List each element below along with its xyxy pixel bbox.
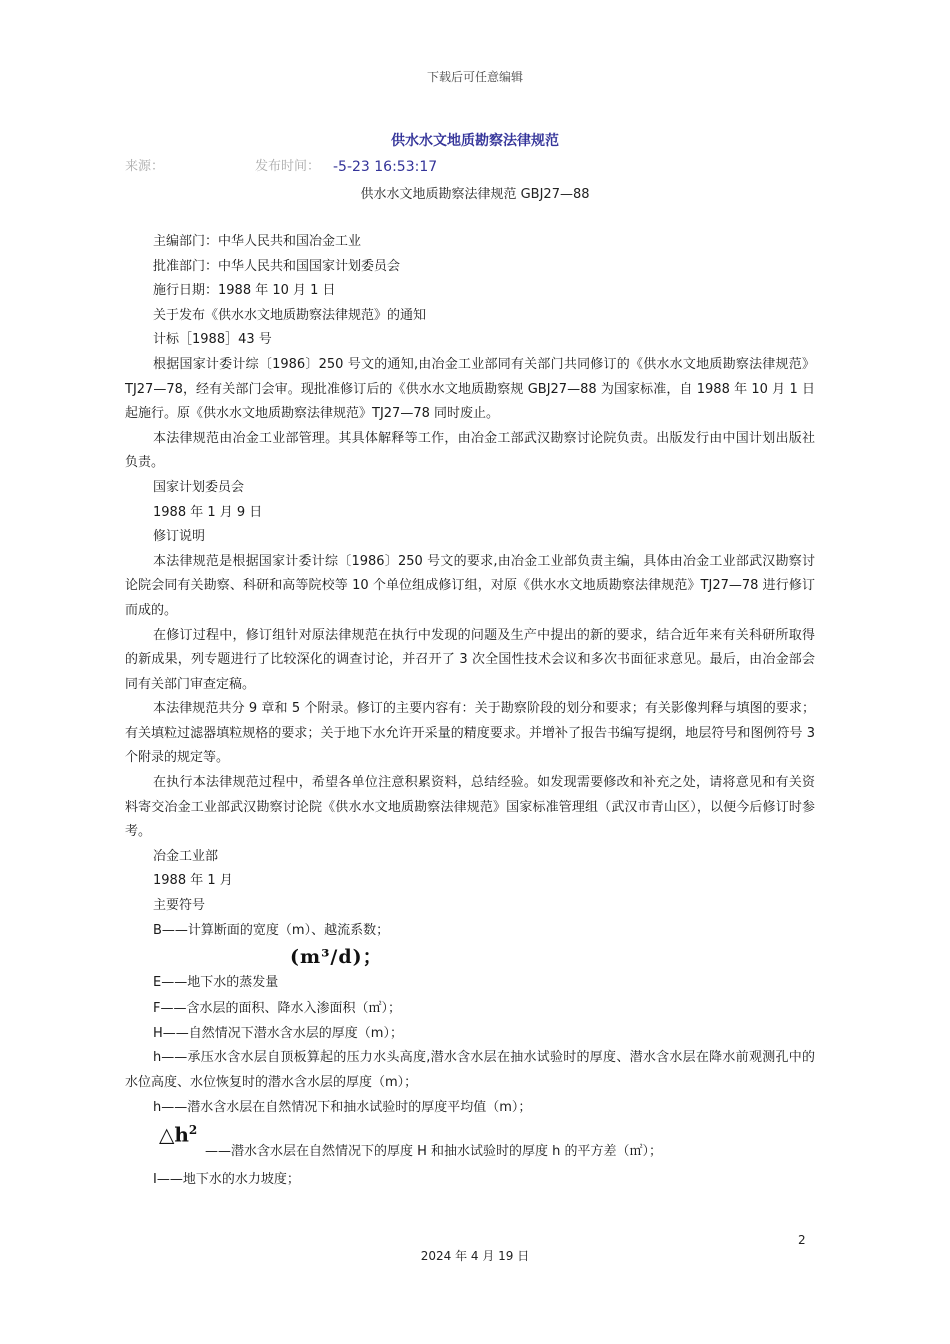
management-paragraph: 本法律规范由冶金工业部管理。其具体解释等工作，由冶金工部武汉勘察讨论院负责。出版发行由中国计划出版社负责。 xyxy=(125,430,815,471)
notice-paragraph: 根据国家计委计综〔1986〕250 号文的通知,由冶金工业部同有关部门共同修订的《供水水文地质勘察法律规范》TJ27—78，经有关部门会审。现批准修订后的《供水水文地质勘察规 GBJ27—88 为国家标准，自 1988 年 10 月 1 日起施行。原《供水水文地质勘察法律规范》TJ27—78 同时废止。 xyxy=(125,356,815,422)
revision-paragraph-4: 在执行本法律规范过程中，希望各单位注意积累资料，总结经验。如发现需要修改和补充之处，请将意见和有关资料寄交冶金工业部武汉勘察讨论院《供水水文地质勘察法律规范》国家标准管理组（武汉市青山区），以便今后修订时参考。 xyxy=(125,775,815,840)
publish-time-value: -5-23 16:53:17 xyxy=(333,159,438,175)
symbol-b: B——计算断面的宽度（m）、越流系数； xyxy=(153,922,390,938)
effective-date-line: 施行日期：1988 年 10 月 1 日 xyxy=(153,283,336,299)
ministry-line: 冶金工业部 xyxy=(153,848,219,864)
revision-paragraph-2: 在修订过程中，修订组针对原法律规范在执行中发现的问题及生产中提出的新的要求，结合近年来有关科研所取得的新成果，列专题进行了比较深化的调查讨论，并召开了 3 次全国性技术会议和多次书面征求意见。最后，由冶金部会同有关部门审查定稿。 xyxy=(125,627,815,692)
source-label: 来源： xyxy=(125,159,165,174)
footer-date: 2024 年 4 月 19 日 xyxy=(420,1249,530,1263)
symbol-h-upper: H——自然情况下潜水含水层的厚度（m）； xyxy=(153,1025,403,1041)
document-subtitle: 供水水文地质勘察法律规范 GBJ27—88 xyxy=(360,187,590,202)
document-body xyxy=(125,230,815,1193)
symbol-h-average: h——潜水含水层在自然情况下和抽水试验时的厚度平均值（m）； xyxy=(153,1099,532,1115)
issue-date-line: 1988 年 1 月 9 日 xyxy=(153,504,263,520)
revision-paragraph-1: 本法律规范是根据国家计委计综〔1986〕250 号文的要求,由冶金工业部负责主编，具体由冶金工业部武汉勘察讨论院会同有关勘察、科研和高等院校等 10 个单位组成修订组，对原《供水水文地质勘察法律规范》TJ27—78 进行修订而成的。 xyxy=(125,553,815,618)
ministry-date-line: 1988 年 1 月 xyxy=(153,873,233,889)
revision-paragraph-3: 本法律规范共分 9 章和 5 个附录。修订的主要内容有：关于勘察阶段的划分和要求；有关影像判释与填图的要求；有关填粒过滤器填粒规格的要求；关于地下水允许开采量的精度要求。并增补了报告书编写提纲，地层符号和图例符号 3 个附录的规定等。 xyxy=(125,701,815,766)
symbol-f: F——含水层的面积、降水入渗面积（㎡）； xyxy=(153,1001,401,1017)
symbol-e xyxy=(125,943,815,997)
delta-h-squared-image: $\triangle h^2$ xyxy=(159,1122,198,1147)
publish-time-label: 发布时间： xyxy=(255,159,321,174)
document-title: 供水水文地质勘察法律规范 xyxy=(391,133,559,149)
symbol-h-lower: h——承压水含水层自顶板算起的压力水头高度,潜水含水层在抽水试验时的厚度、潜水含水层在降水前观测孔中的水位高度、水位恢复时的潜水含水层的厚度（m）； xyxy=(125,1050,815,1090)
symbol-i: I——地下水的水力坡度； xyxy=(153,1172,300,1188)
revision-heading: 修订说明 xyxy=(153,529,206,545)
notice-title: 关于发布《供水水文地质勘察法律规范》的通知 xyxy=(153,307,427,323)
symbols-heading: 主要符号 xyxy=(153,898,206,914)
meta-row xyxy=(125,157,825,177)
notice-number: 计标［1988］43 号 xyxy=(153,332,272,348)
page-number: 2 xyxy=(798,1233,806,1247)
approval-line: 批准部门：中华人民共和国国家计划委员会 xyxy=(153,258,401,274)
page-header: 下载后可任意编辑 xyxy=(426,70,523,84)
issuer-line: 国家计划委员会 xyxy=(153,479,245,495)
symbol-delta-h-squared xyxy=(125,1120,815,1168)
chief-editor-line: 主编部门：中华人民共和国冶金工业 xyxy=(153,234,362,249)
unit-formula-image: (m³/d)； xyxy=(290,946,383,969)
symbol-e-text: E——地下水的蒸发量 xyxy=(153,975,279,991)
delta-h-squared-text: ——潜水含水层在自然情况下的厚度 H 和抽水试验时的厚度 h 的平方差（㎡）； xyxy=(205,1144,663,1160)
